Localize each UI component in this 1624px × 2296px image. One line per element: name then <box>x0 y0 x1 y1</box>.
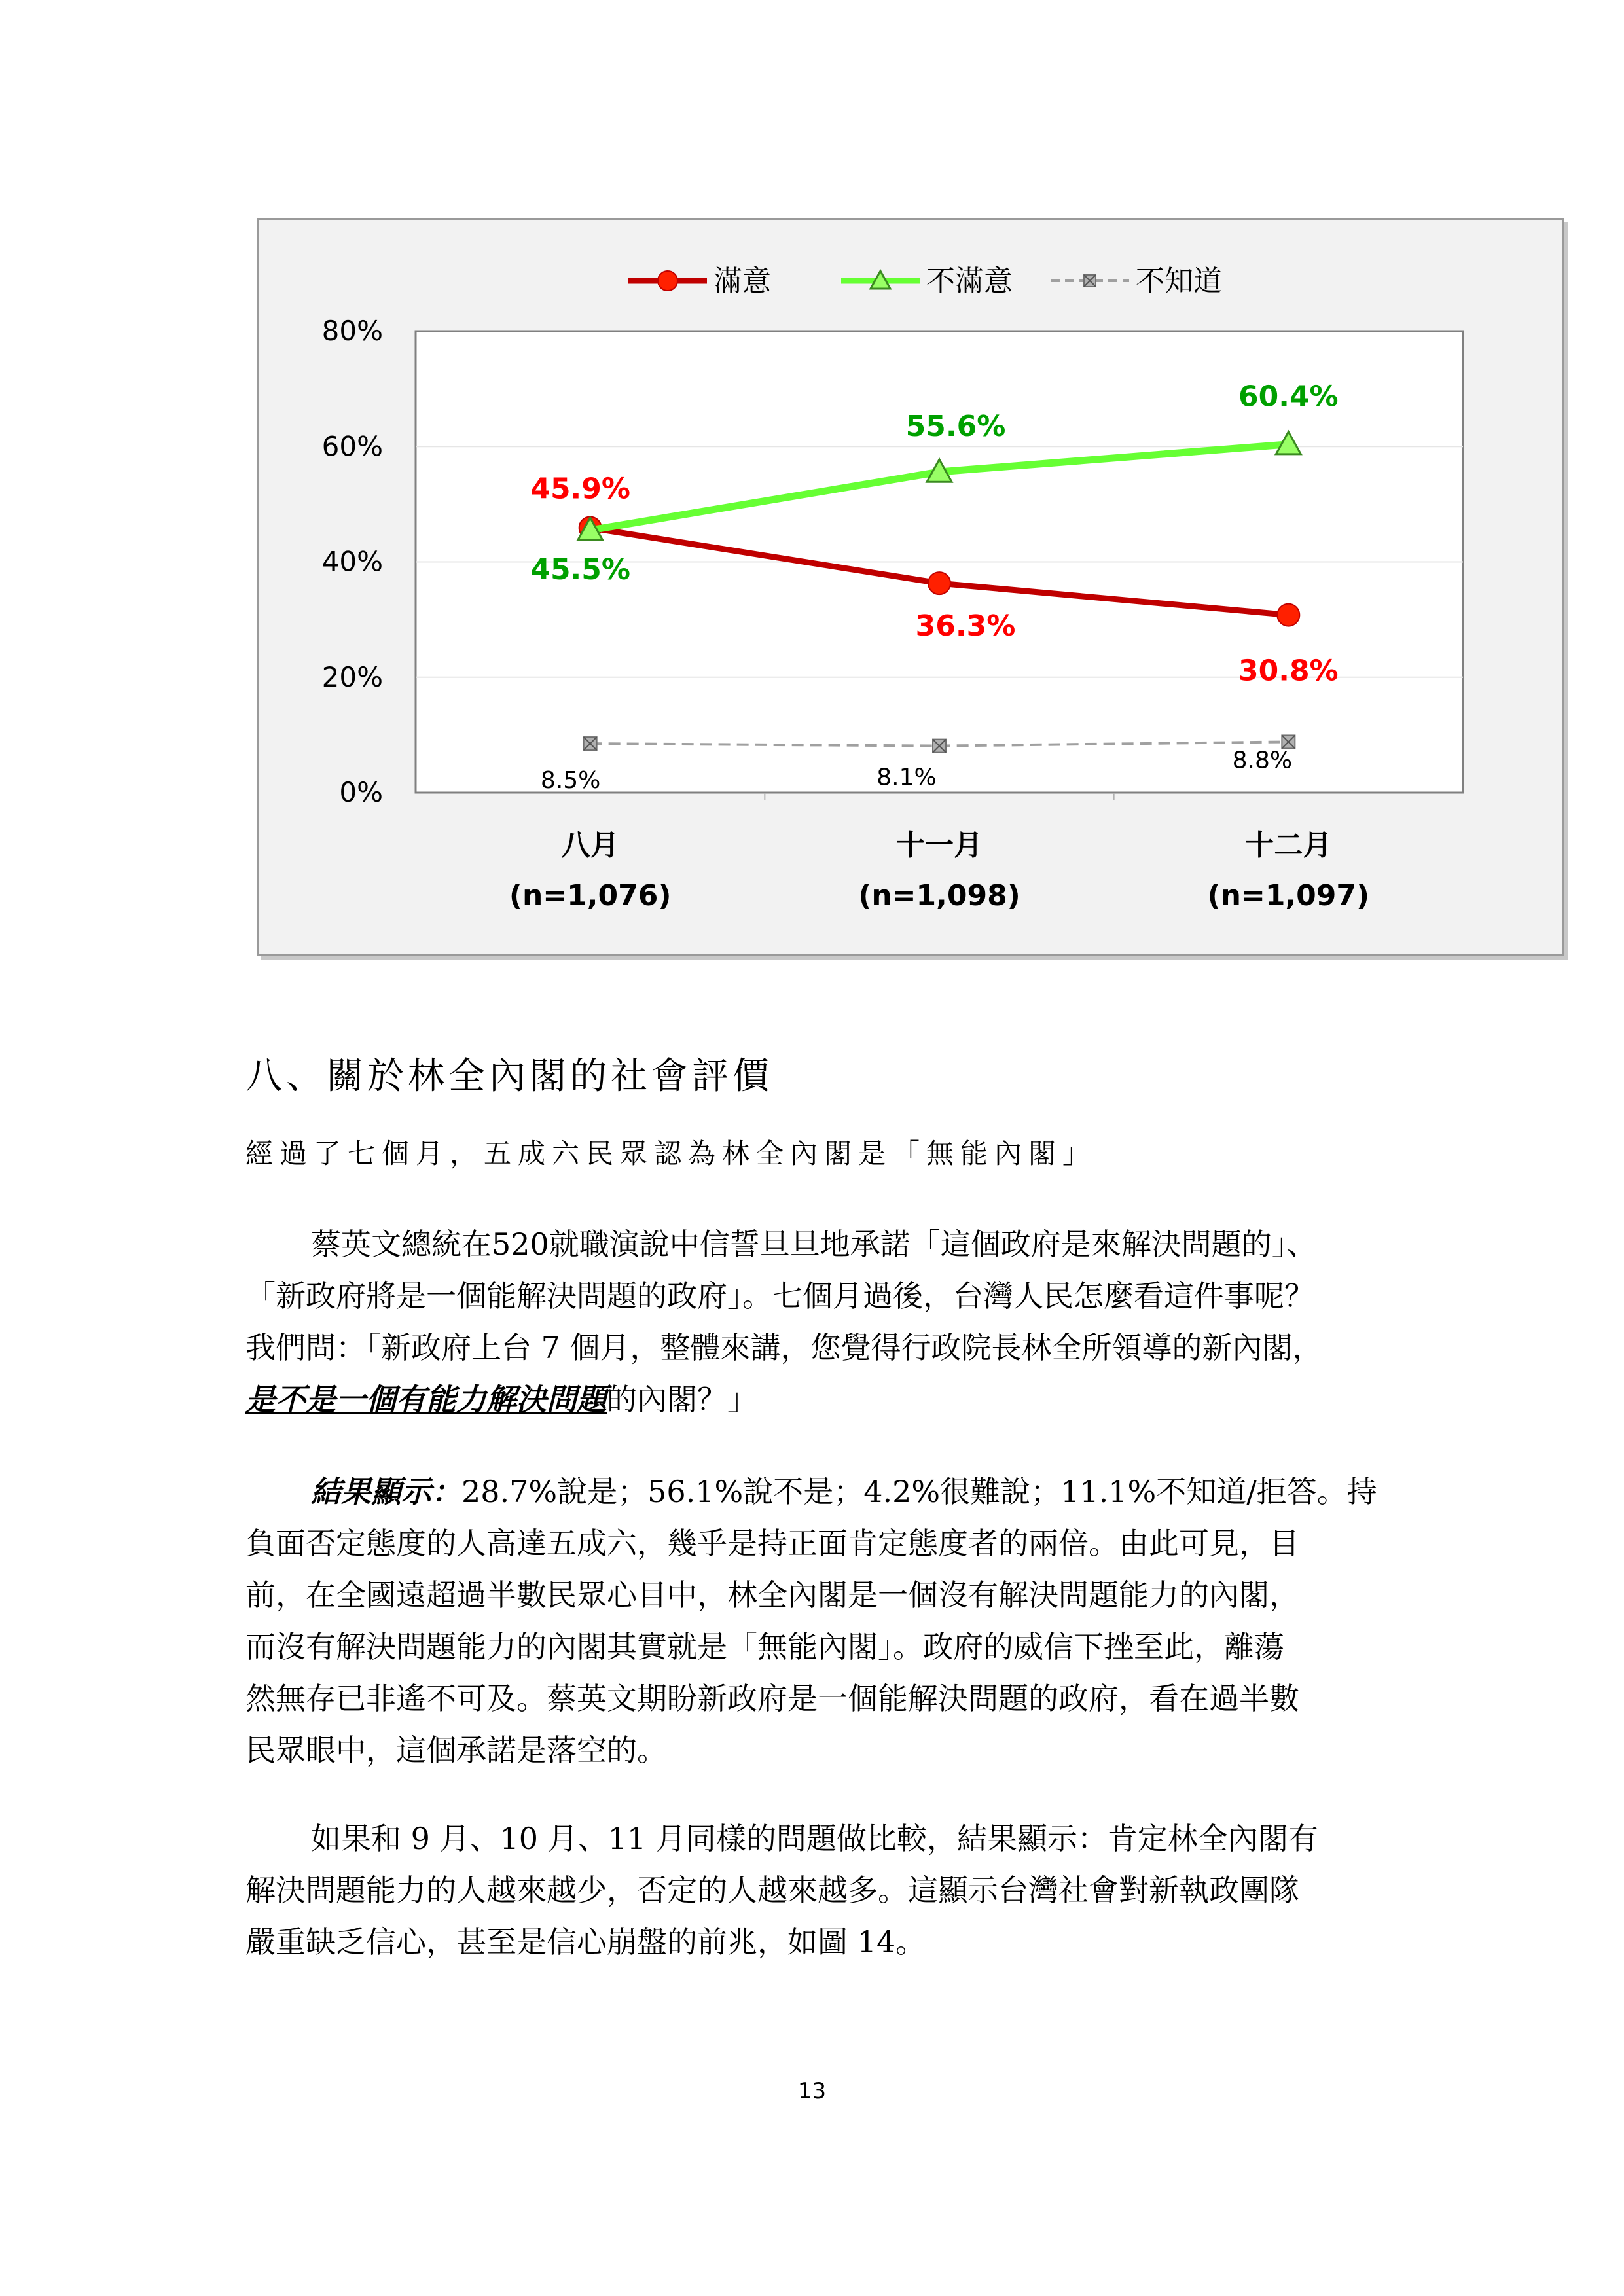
legend-label: 不滿意 <box>926 264 1013 298</box>
paragraph-3-line-1: 如果和 9 月、10 月、11 月同樣的問題做比較，結果顯示：肯定林全內閣有 <box>311 1821 1318 1856</box>
x-tick-label: 八月 <box>561 829 619 862</box>
chart-frame <box>257 218 1564 956</box>
paragraph-1-line-4-rest: 的內閣？」 <box>607 1382 757 1417</box>
paragraph-2-line-5: 然無存已非遙不可及。蔡英文期盼新政府是一個能解決問題的政府，看在過半數 <box>245 1681 1299 1716</box>
y-tick-label: 60% <box>321 430 383 463</box>
paragraph-1 <box>245 1219 1384 1426</box>
x-sample-size-label: (n=1,097) <box>1207 879 1370 912</box>
page-number: 13 <box>797 2078 827 2104</box>
y-tick-label: 0% <box>339 776 383 808</box>
paragraph-2 <box>245 1466 1384 1776</box>
series-0-point <box>1277 604 1299 626</box>
data-label: 45.5% <box>530 553 630 587</box>
paragraph-2-line-2: 負面否定態度的人高達五成六，幾乎是持正面肯定態度者的兩倍。由此可見，目 <box>245 1526 1299 1561</box>
legend-label: 滿意 <box>713 264 771 298</box>
result-lead: 結果顯示： <box>311 1474 461 1509</box>
series-0-point <box>928 572 950 594</box>
data-label: 60.4% <box>1238 380 1339 414</box>
data-label: 8.8% <box>1232 747 1293 774</box>
line-chart <box>259 220 1562 954</box>
x-sample-size-label: (n=1,076) <box>509 879 672 912</box>
data-label: 30.8% <box>1238 654 1339 688</box>
paragraph-1-line-3: 我們問：「新政府上台 7 個月，整體來講，您覺得行政院長林全所領導的新內閣， <box>245 1330 1323 1365</box>
emphasis-question: 是不是一個有能力解決問題 <box>245 1382 607 1417</box>
section-subtitle: 經過了七個月，五成六民眾認為林全內閣是「無能內閣」 <box>245 1138 1097 1170</box>
legend-marker <box>658 271 677 291</box>
x-tick-label: 十二月 <box>1245 829 1332 862</box>
paragraph-2-line-1 <box>245 1466 1384 1518</box>
data-label: 45.9% <box>530 472 630 506</box>
x-sample-size-label: (n=1,098) <box>858 879 1020 912</box>
paragraph-3-line-2: 解決問題能力的人越來越少，否定的人越來越多。這顯示台灣社會對新執政團隊 <box>245 1873 1299 1908</box>
paragraph-2-line-4: 而沒有解決問題能力的內閣其實就是「無能內閣」。政府的威信下挫至此，離蕩 <box>245 1629 1284 1664</box>
paragraph-2-line-1-rest: 28.7%說是；56.1%說不是；4.2%很難說；11.1%不知道/拒答。持 <box>461 1474 1377 1509</box>
paragraph-1-line-1: 蔡英文總統在520就職演說中信誓旦旦地承諾「這個政府是來解決問題的」、 <box>311 1227 1317 1262</box>
section-title: 八、關於林全內閣的社會評價 <box>245 1055 773 1098</box>
paragraph-1-line-4 <box>245 1374 1384 1426</box>
data-label: 8.5% <box>540 767 601 795</box>
paragraph-2-line-3: 前，在全國遠超過半數民眾心目中，林全內閣是一個沒有解決問題能力的內閣， <box>245 1577 1299 1613</box>
y-tick-label: 80% <box>321 315 383 347</box>
data-label: 55.6% <box>905 410 1006 444</box>
paragraph-3-line-3: 嚴重缺乏信心，甚至是信心崩盤的前兆，如圖 14。 <box>245 1924 926 1960</box>
data-label: 36.3% <box>915 609 1016 643</box>
data-label: 8.1% <box>876 764 937 791</box>
paragraph-1-line-2: 「新政府將是一個能解決問題的政府」。七個月過後，台灣人民怎麼看這件事呢？ <box>245 1278 1314 1314</box>
legend-label: 不知道 <box>1136 264 1222 298</box>
paragraph-3 <box>245 1813 1384 1968</box>
paragraph-2-line-6: 民眾眼中，這個承諾是落空的。 <box>245 1732 667 1768</box>
y-tick-label: 20% <box>321 660 383 693</box>
x-tick-label: 十一月 <box>896 829 983 862</box>
y-tick-label: 40% <box>321 545 383 578</box>
